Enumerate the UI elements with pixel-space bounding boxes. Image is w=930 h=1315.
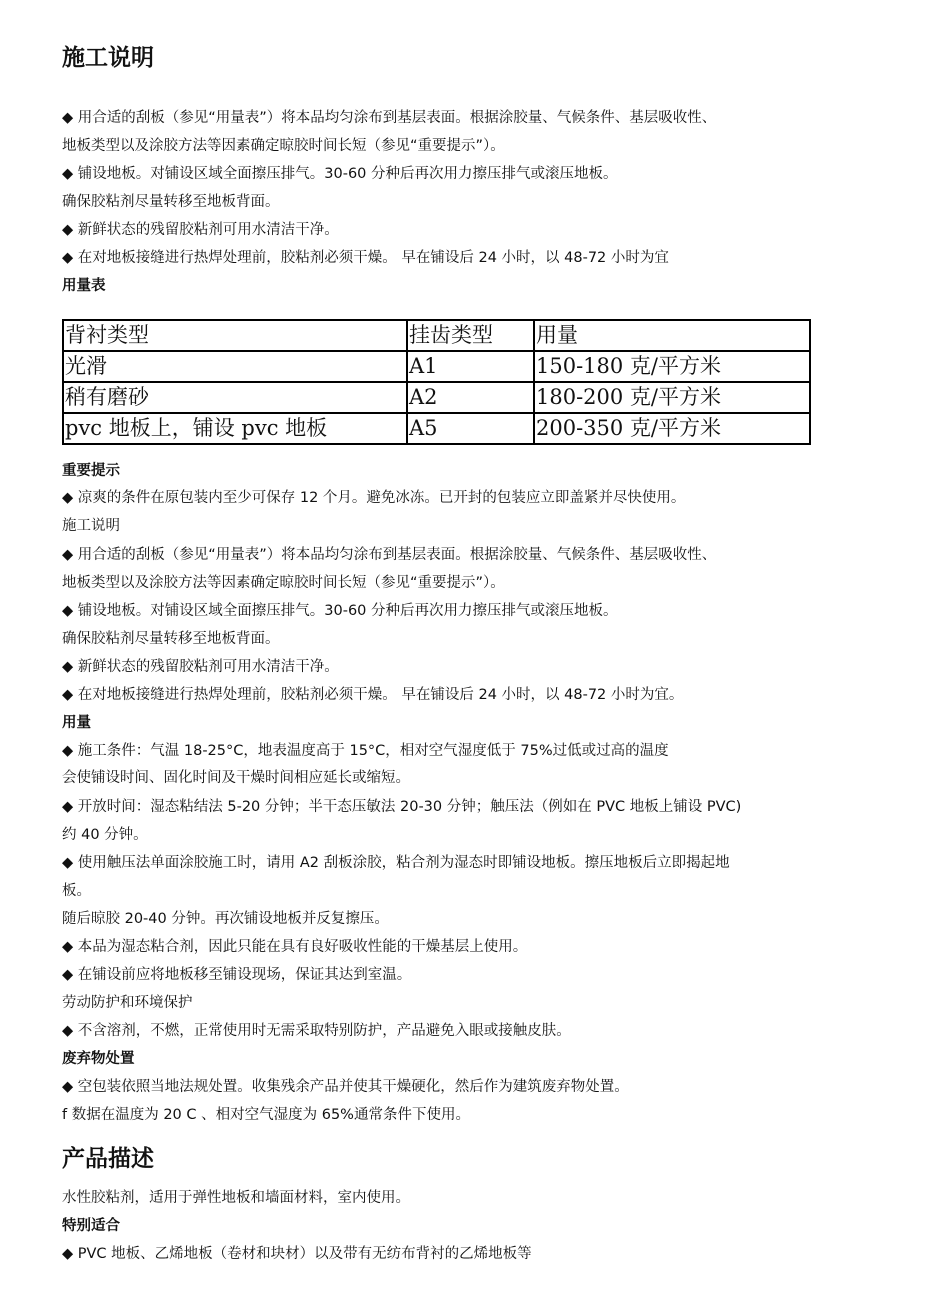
paragraph-line: 确保胶粘剂尽量转移至地板背面。 — [62, 194, 280, 210]
table-cell: A1 — [407, 351, 534, 382]
table-cell: A5 — [407, 413, 534, 444]
table-header-row — [63, 320, 810, 351]
usage-table — [62, 319, 811, 445]
table-header-cell: 用量 — [534, 320, 810, 351]
paragraph-line: ◆ 空包装依照当地法规处置。收集残余产品并使其干燥硬化，然后作为建筑废弃物处置。 — [62, 1079, 629, 1095]
special-item: ◆ PVC 地板、乙烯地板（卷材和块材）以及带有无纺布背衬的乙烯地板等 — [62, 1246, 532, 1262]
paragraph-line: 施工说明 — [62, 518, 120, 534]
footnote-line: f 数据在温度为 20 C 、相对空气湿度为 65%通常条件下使用。 — [62, 1107, 470, 1123]
paragraph-line: ◆ 不含溶剂，不燃，正常使用时无需采取特别防护，产品避免入眼或接触皮肤。 — [62, 1023, 571, 1039]
table-cell: 180-200 克/平方米 — [534, 382, 810, 413]
paragraph-line: ◆ 在对地板接缝进行热焊处理前，胶粘剂必须干燥。 早在铺设后 24 小时，以 48-72 小时为宜 — [62, 250, 669, 266]
table-cell: 150-180 克/平方米 — [534, 351, 810, 382]
paragraph-line: ◆ 开放时间：湿态粘结法 5-20 分钟；半干态压敏法 20-30 分钟；触压法（例如在 PVC 地板上铺设 PVC) — [62, 799, 742, 815]
waste-title: 废弃物处置 — [62, 1051, 135, 1067]
paragraph-line: ◆ 铺设地板。对铺设区域全面擦压排气。30-60 分种后再次用力擦压排气或滚压地板。 — [62, 166, 618, 182]
paragraph-line: ◆ 本品为湿态粘合剂，因此只能在具有良好吸收性能的干燥基层上使用。 — [62, 939, 528, 955]
paragraph-line: ◆ 施工条件：气温 18-25°C，地表温度高于 15°C，相对空气湿度低于 75%过低或过高的温度 — [62, 743, 669, 759]
important-title: 重要提示 — [62, 463, 120, 479]
section-heading-shigong: 施工说明 — [62, 45, 154, 71]
table-cell: 200-350 克/平方米 — [534, 413, 810, 444]
table-cell: A2 — [407, 382, 534, 413]
paragraph-line: 地板类型以及涂胶方法等因素确定晾胶时间长短（参见“重要提示”）。 — [62, 575, 505, 591]
paragraph-line: ◆ 用合适的刮板（参见“用量表”）将本品均匀涂布到基层表面。根据涂胶量、气候条件、基层吸收性、 — [62, 547, 717, 563]
yongliang-title: 用量 — [62, 715, 91, 731]
table-cell: 稍有磨砂 — [63, 382, 407, 413]
paragraph-line: ◆ 在对地板接缝进行热焊处理前，胶粘剂必须干燥。 早在铺设后 24 小时，以 48-72 小时为宜。 — [62, 687, 684, 703]
paragraph-line: ◆ 铺设地板。对铺设区域全面擦压排气。30-60 分种后再次用力擦压排气或滚压地板。 — [62, 603, 618, 619]
table-row — [63, 382, 810, 413]
product-description: 水性胶粘剂，适用于弹性地板和墙面材料，室内使用。 — [62, 1190, 410, 1206]
paragraph-line: ◆ 用合适的刮板（参见“用量表”）将本品均匀涂布到基层表面。根据涂胶量、气候条件、基层吸收性、 — [62, 110, 717, 126]
table-cell: pvc 地板上，铺设 pvc 地板 — [63, 413, 407, 444]
table-row — [63, 351, 810, 382]
paragraph-line: ◆ 使用触压法单面涂胶施工时，请用 A2 刮板涂胶，粘合剂为湿态时即铺设地板。擦压地板后立即揭起地 — [62, 855, 730, 871]
paragraph-line: 确保胶粘剂尽量转移至地板背面。 — [62, 631, 280, 647]
paragraph-line: 随后晾胶 20-40 分钟。再次铺设地板并反复擦压。 — [62, 911, 389, 927]
table-cell: 光滑 — [63, 351, 407, 382]
table-header-cell: 挂齿类型 — [407, 320, 534, 351]
table-header-cell: 背衬类型 — [63, 320, 407, 351]
usage-table-title: 用量表 — [62, 278, 106, 294]
section-heading-product: 产品描述 — [62, 1146, 154, 1172]
table-row — [63, 413, 810, 444]
paragraph-line: 地板类型以及涂胶方法等因素确定晾胶时间长短（参见“重要提示”）。 — [62, 138, 505, 154]
paragraph-line: ◆ 凉爽的条件在原包装内至少可保存 12 个月。避免冰冻。已开封的包装应立即盖紧并尽快使用。 — [62, 490, 686, 506]
paragraph-line: 会使铺设时间、固化时间及干燥时间相应延长或缩短。 — [62, 770, 410, 786]
paragraph-line: 板。 — [62, 883, 91, 899]
paragraph-line: ◆ 新鲜状态的残留胶粘剂可用水清洁干净。 — [62, 659, 339, 675]
paragraph-line: ◆ 新鲜状态的残留胶粘剂可用水清洁干净。 — [62, 222, 339, 238]
special-title: 特别适合 — [62, 1218, 120, 1234]
paragraph-line: ◆ 在铺设前应将地板移至铺设现场，保证其达到室温。 — [62, 967, 412, 983]
paragraph-line: 约 40 分钟。 — [62, 827, 148, 843]
paragraph-line: 劳动防护和环境保护 — [62, 995, 193, 1011]
